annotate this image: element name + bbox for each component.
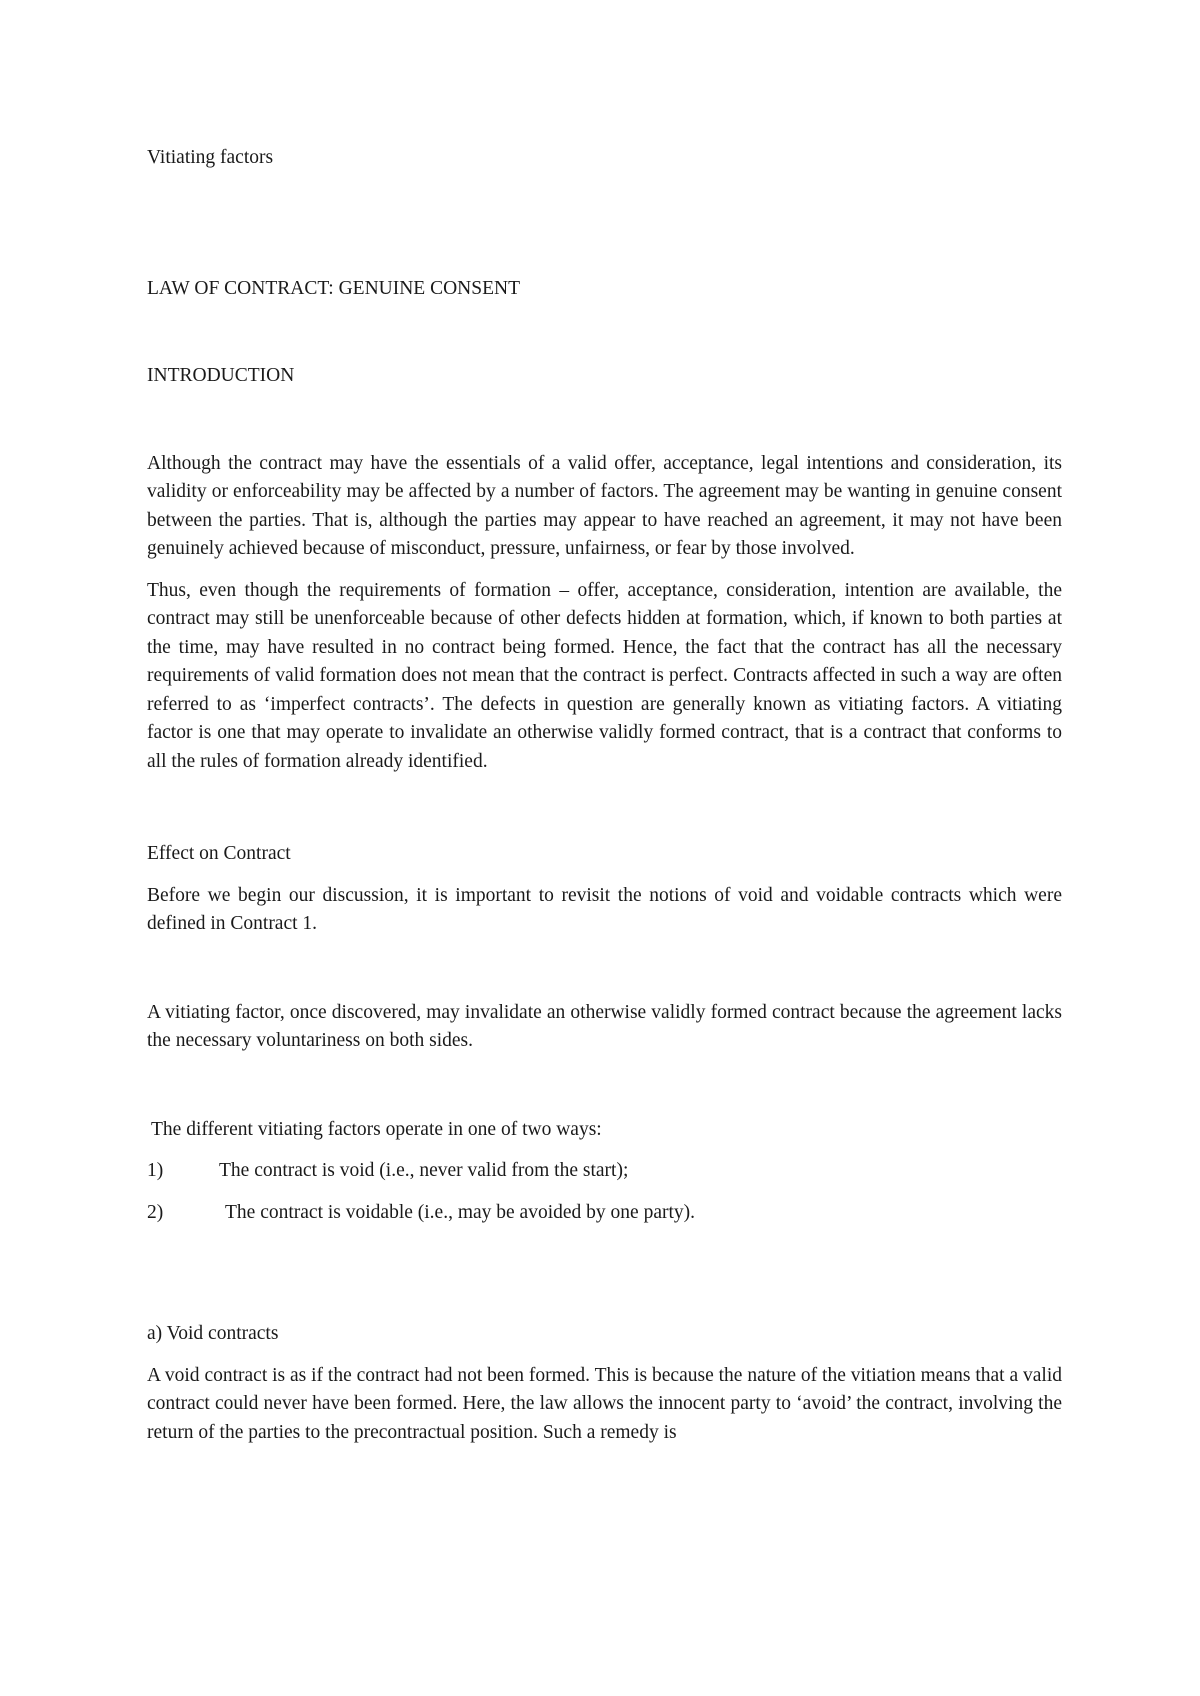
list-item-text: The contract is voidable (i.e., may be avoided by one party). — [225, 1201, 695, 1223]
list-item-number: 2) — [147, 1201, 164, 1223]
ways-intro-text: The different vitiating factors operate in one of two ways: — [151, 1118, 602, 1140]
effect-on-contract-heading: Effect on Contract — [147, 843, 291, 864]
list-item-number: 1) — [147, 1160, 164, 1181]
effect-paragraph-1: Before we begin our discussion, it is important to revisit the notions of void and voidable contracts which were defined in Contract 1. — [147, 884, 1062, 934]
effect-paragraph-2: A vitiating factor, once discovered, may invalidate an otherwise validly formed contract because the agreement lacks the necessary voluntariness on both sides. — [147, 1001, 1062, 1051]
list-item — [147, 1199, 1062, 1228]
document-title: Vitiating factors — [147, 147, 274, 168]
void-contracts-paragraph: A void contract is as if the contract had not been formed. This is because the nature of the vitiation means that a valid contract could never have been formed. Here, the law allows the innocent party to ‘avoid’ the contract, involving the return of the parties to the precontractual position. Such a remedy is — [147, 1364, 1062, 1443]
list-item-text: The contract is void (i.e., never valid from the start); — [219, 1160, 629, 1181]
document-body — [147, 144, 1062, 1460]
intro-paragraph-2: Thus, even though the requirements of formation – offer, acceptance, consideration, intention are available, the contract may still be unenforceable because of other defects hidden at formation, which, if known to both parties at the time, may have resulted in no contract being formed. Hence, the fact that the contract has all the necessary requirements of valid formation does not mean that the contract is perfect. Contracts affected in such a way are often referred to as ‘imperfect contracts’. The defects in question are generally known as vitiating factors. A vitiating factor is one that may operate to invalidate an otherwise validly formed contract, that is a contract that conforms to all the rules of formation already identified. — [147, 579, 1062, 772]
introduction-heading: INTRODUCTION — [147, 365, 295, 386]
list-item — [147, 1157, 1062, 1186]
void-contracts-heading: a) Void contracts — [147, 1323, 279, 1344]
intro-paragraph-1: Although the contract may have the essentials of a valid offer, acceptance, legal intentions and consideration, its validity or enforceability may be affected by a number of factors. The agreement may be wanting in genuine consent between the parties. That is, although the parties may appear to have reached an agreement, it may not have been genuinely achieved because of misconduct, pressure, unfairness, or fear by those involved. — [147, 452, 1062, 559]
section-title: LAW OF CONTRACT: GENUINE CONSENT — [147, 277, 521, 299]
